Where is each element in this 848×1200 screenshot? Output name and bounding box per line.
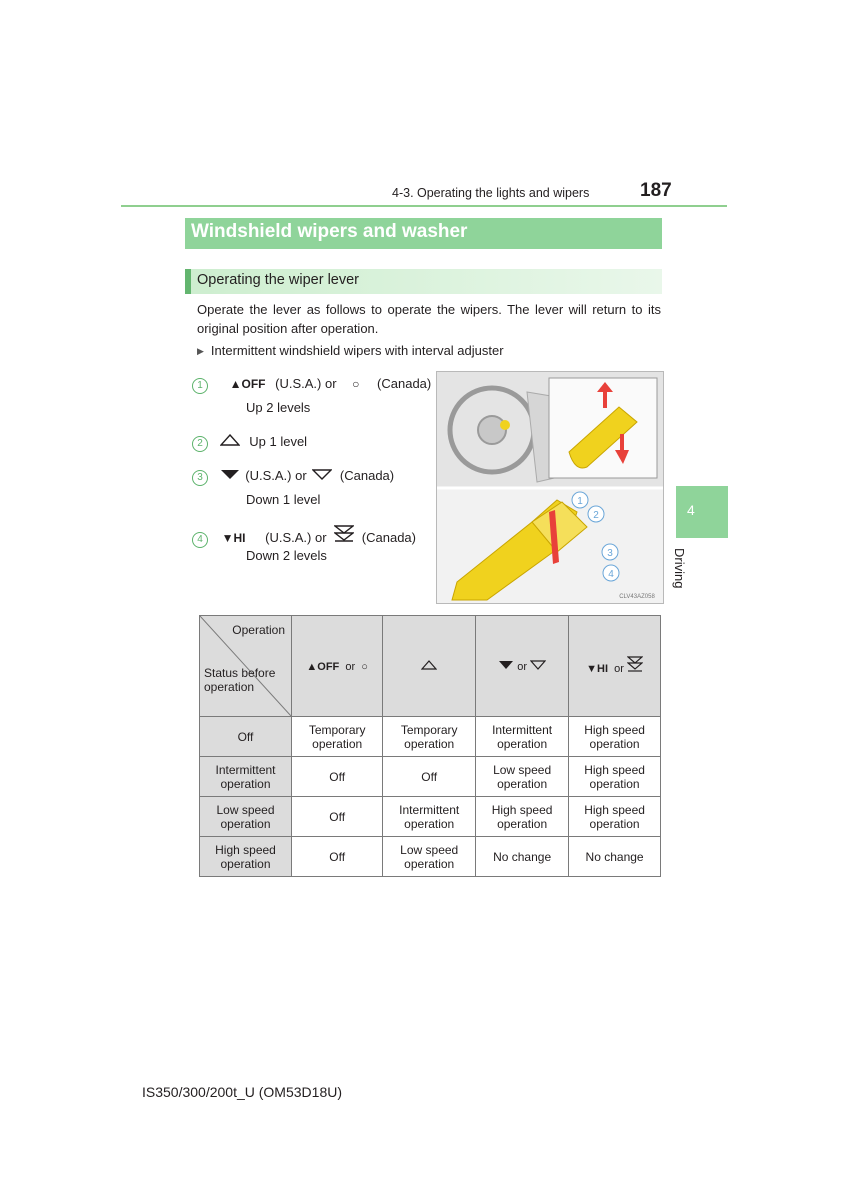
subsection-title: Operating the wiper lever <box>197 272 359 288</box>
item-desc: Up 2 levels <box>246 400 311 415</box>
table-header-row <box>200 616 661 717</box>
table-cell: High speed operation <box>569 797 661 837</box>
corner-operation-label: Operation <box>232 623 285 637</box>
section-title: Windshield wipers and washer <box>191 221 468 242</box>
item-region-canada: (Canada) <box>361 530 416 545</box>
wiper-lever-illustration <box>436 371 664 604</box>
row-status: Off <box>200 717 292 757</box>
chapter-number: 4 <box>687 502 695 518</box>
item-desc: Down 1 level <box>246 492 321 507</box>
table-cell: High speed operation <box>476 797 569 837</box>
table-corner-cell <box>200 616 292 717</box>
off-circle-icon: ○ <box>352 377 360 391</box>
item-region-canada: (Canada) <box>339 468 395 483</box>
item-region-usa: (U.S.A.) or <box>265 530 327 545</box>
table-cell: High speed operation <box>569 757 661 797</box>
col-head-down1: or <box>476 616 569 717</box>
corner-status-label: Status before operation <box>204 666 276 694</box>
down-filled-icon <box>220 468 244 483</box>
item-number: 1 <box>192 378 208 394</box>
mist-off-icon: ▲OFF <box>229 377 266 391</box>
subsection-accent-bar <box>185 269 191 294</box>
table-cell: Off <box>292 757 383 797</box>
section-title-bar <box>185 218 662 249</box>
wiper-operation-table <box>199 615 661 877</box>
chapter-label: Driving <box>672 548 687 589</box>
col-head-down2: ▼HI or <box>569 616 661 717</box>
item-number: 2 <box>192 436 208 452</box>
row-status: Intermittent operation <box>200 757 292 797</box>
table-cell: Off <box>292 797 383 837</box>
list-item <box>192 524 416 548</box>
callout-2: 2 <box>593 510 599 521</box>
list-item <box>192 468 394 486</box>
table-row <box>200 837 661 877</box>
item-region-usa: (U.S.A.) or <box>275 376 337 391</box>
up-chevron-icon <box>421 660 437 670</box>
table-cell: Off <box>292 837 383 877</box>
bullet-item <box>197 343 504 358</box>
table-cell: Temporary operation <box>383 717 476 757</box>
row-status: High speed operation <box>200 837 292 877</box>
col-head-up2: ▲OFF or ○ <box>292 616 383 717</box>
table-cell: Intermittent operation <box>383 797 476 837</box>
down-filled-icon <box>498 660 514 670</box>
col-head-up1 <box>383 616 476 717</box>
bullet-triangle-icon: ▶ <box>197 346 204 356</box>
table-cell: No change <box>569 837 661 877</box>
double-down-outline-icon <box>627 656 643 672</box>
table-row <box>200 717 661 757</box>
bullet-text: Intermittent windshield wipers with interval adjuster <box>210 343 504 358</box>
item-region-usa: (U.S.A.) or <box>245 468 307 483</box>
double-down-outline-icon <box>334 530 358 545</box>
item-region-canada: (Canada) <box>377 376 432 391</box>
table-cell: No change <box>476 837 569 877</box>
callout-1: 1 <box>577 496 583 507</box>
list-item <box>192 376 431 394</box>
item-number: 3 <box>192 470 208 486</box>
row-status: Low speed operation <box>200 797 292 837</box>
table-cell: Intermittent operation <box>476 717 569 757</box>
down-outline-icon <box>530 660 546 670</box>
running-header: 4-3. Operating the lights and wipers <box>392 186 590 200</box>
chapter-tab <box>676 486 728 538</box>
illustration-code: CLV43AZ058 <box>619 594 655 600</box>
table-cell: Temporary operation <box>292 717 383 757</box>
table-cell: Low speed operation <box>476 757 569 797</box>
item-number: 4 <box>192 532 208 548</box>
table-cell: Low speed operation <box>383 837 476 877</box>
table-row <box>200 797 661 837</box>
up-chevron-icon <box>220 434 244 449</box>
list-item <box>192 434 307 452</box>
down-outline-icon <box>312 468 336 483</box>
table-row <box>200 757 661 797</box>
callout-4: 4 <box>608 569 614 580</box>
intro-paragraph: Operate the lever as follows to operate the wipers. The lever will return to its original position after operation. <box>197 302 661 336</box>
table-cell: Off <box>383 757 476 797</box>
page-number: 187 <box>640 180 672 201</box>
callout-3: 3 <box>607 548 613 559</box>
item-desc: Down 2 levels <box>246 548 327 563</box>
item-desc: Up 1 level <box>249 434 308 449</box>
table-cell: High speed operation <box>569 717 661 757</box>
header-rule <box>121 205 727 207</box>
footer-model-code: IS350/300/200t_U (OM53D18U) <box>142 1084 342 1100</box>
subsection-title-bar <box>185 269 662 294</box>
hi-speed-icon: ▼HI <box>221 531 246 545</box>
